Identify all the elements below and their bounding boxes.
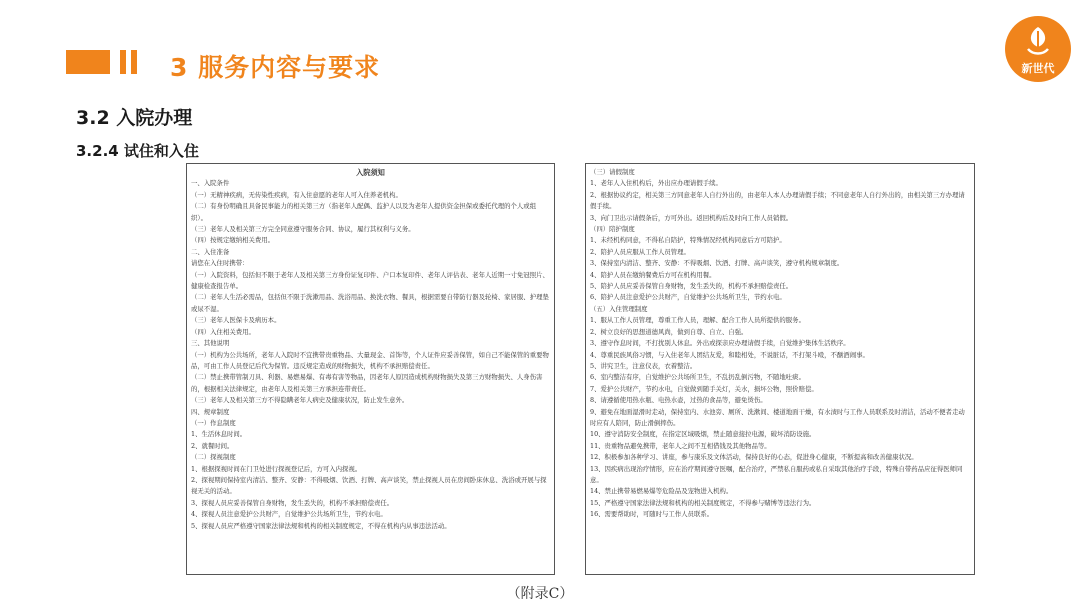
document-line: （一）入院资料，包括但不限于老年人及相关第三方身份证复印件、户口本复印件、老年人评估表、老年人近期一寸免冠照片、健康检查报告单。 xyxy=(191,270,549,291)
document-line: 1、未经机构同意，不得私自陪护，特殊情况经机构同意后方可陪护。 xyxy=(590,236,786,245)
document-line: 6、陪护人员注意爱护公共财产，自觉维护公共场所卫生，节约水电。 xyxy=(590,293,786,302)
document-line: 14、禁止携带易燃易爆等危险品及宠物进入机构。 xyxy=(590,487,733,496)
document-body-left xyxy=(191,178,550,532)
document-line: 1、生活休息时间。 xyxy=(191,430,247,439)
document-line: 8、请遵循使用热水瓶、电热水壶，过热的食品等，避免烫伤。 xyxy=(590,396,767,405)
document-line: 3、探视人员应妥善保管自身财物，发生丢失的，机构不承担赔偿责任。 xyxy=(191,498,394,507)
appendix-caption: （附录C） xyxy=(506,586,574,602)
document-line: （四）陪护制度 xyxy=(590,225,635,234)
document-line: （三）老年人及相关第三方完全同意遵守服务合同、协议，履行其权利与义务。 xyxy=(191,225,415,234)
document-line: 1、服从工作人员管理，尊重工作人员，理解、配合工作人员所提供的服务。 xyxy=(590,316,805,325)
subsection-title: 3.2 入院办理 xyxy=(76,107,193,129)
document-line: 2、根据协议约定，相关第三方同意老年人自行外出的，由老年人本人办理请假手续；不同意老年人自行外出的，由相关第三方办理请假手续。 xyxy=(590,190,965,211)
document-line: （四）按规定缴纳相关费用。 xyxy=(191,236,275,245)
leaf-icon xyxy=(1025,25,1051,59)
document-body-right xyxy=(590,167,970,521)
document-line: 三、其他说明 xyxy=(191,339,230,348)
section-title: 3 服务内容与要求 xyxy=(170,53,381,82)
document-line: 请您在入住时携带： xyxy=(191,259,249,268)
document-line: （二）有身份明确且具备民事能力的相关第三方（指老年人配偶、监护人以及为老年人提供资金担保或委托代理的个人或组织）。 xyxy=(191,202,537,222)
document-line: 1、老年人入住机构后，外出应办理请假手续。 xyxy=(590,179,722,188)
document-line: 5、陪护人员应妥善保管自身财物，发生丢失的，机构不承担赔偿责任。 xyxy=(590,282,793,291)
subsubsection-title: 3.2.4 试住和入住 xyxy=(76,142,199,160)
document-line: （一）作息制度 xyxy=(191,418,236,427)
document-page-right xyxy=(585,163,975,575)
brand-logo xyxy=(1005,16,1071,82)
document-line: （一）机构为公共场所，老年人入院时不宜携带贵重物品、大量现金、首饰等，个人证件应妥善保管，如自己不能保管的重要物品，可由工作人员登记后代为保管。违反规定造成的财物损失，机构不承担赔偿责任。 xyxy=(191,350,549,370)
header-accent-stripe xyxy=(120,50,126,74)
document-line: （二）探视制度 xyxy=(191,453,236,462)
document-line: （五）入住管理制度 xyxy=(590,304,648,313)
header-accent-bar xyxy=(66,50,110,74)
document-line: 2、就餐时间。 xyxy=(191,441,234,450)
document-line: 9、避免在地面湿滑时走动，保持室内、水池旁、厕所、洗漱间、楼道地面干燥，有水渍时与工作人员联系及时清洁，活动不便者走动时应有人陪同，防止滑倒摔伤。 xyxy=(590,407,965,427)
document-line: 5、探视人员应严格遵守国家法律法规和机构的相关制度规定，不得在机构内从事违法活动。 xyxy=(191,521,451,530)
document-title: 入院须知 xyxy=(356,168,385,177)
document-line: 2、探视期间保持室内清洁、整齐、安静：不得吸烟、饮酒、打牌、高声谈笑，禁止探视人员在房间卧床休息、洗浴或开展与探视无关的活动。 xyxy=(191,475,547,496)
document-line: 7、爱护公共财产，节约水电，自觉做到随手关灯，关水，损坏公物，照价赔偿。 xyxy=(590,384,818,393)
document-line: 4、陪护人员在缴纳餐费后方可在机构用餐。 xyxy=(590,270,716,279)
document-line: 2、陪护人员应服从工作人员管理。 xyxy=(590,247,690,256)
document-line: （三）老年人医保卡及病历本。 xyxy=(191,316,281,325)
document-line: （四）入住相关费用。 xyxy=(191,327,255,336)
document-line: 4、探视人员注意爱护公共财产，自觉维护公共场所卫生，节约水电。 xyxy=(191,510,387,519)
document-line: 3、保持室内清洁、整齐、安静：不得吸烟、饮酒、打牌、高声谈笑，遵守机构规章制度。 xyxy=(590,259,844,268)
logo-text: 新世代 xyxy=(1021,62,1055,75)
document-line: 4、尊重民族风俗习惯，与入住老年人团结友爱，和睦相处，不说脏话，不打架斗殴，不酗酒闹事。 xyxy=(590,350,869,359)
document-line: （一）无精神疾病，无传染性疾病，有入住意愿的老年人可入住养老机构。 xyxy=(191,190,402,199)
header-accent-stripe xyxy=(131,50,137,74)
document-line: （三）请假制度 xyxy=(590,168,635,176)
document-line: 一、入院条件 xyxy=(191,179,230,188)
document-line: 13、因疾病出现治疗情形，应在治疗期间遵守医嘱，配合治疗，严禁私自服药或私自采取其他治疗手段，特殊自带药品应征得医师同意。 xyxy=(590,464,963,484)
document-line: 2、树立良好的思想道德风尚，做到自尊、自立、自强。 xyxy=(590,327,748,336)
document-line: 15、严格遵守国家法律法规和机构的相关制度规定，不得参与赌博等违法行为。 xyxy=(590,498,816,507)
document-line: 5、讲究卫生，注意仪表，衣着整洁。 xyxy=(590,361,697,370)
document-line: （三）老年人及相关第三方不得隐瞒老年人病史及健康状况，防止发生意外。 xyxy=(191,396,409,405)
document-line: （二）禁止携带管制刀具、利器、易燃易爆、有毒有害等物品，因老年人原因造成机构财物损失及第三方财物损失、人身伤害的，根据相关法律规定，由老年人及相关第三方承担连带责任。 xyxy=(191,373,543,393)
document-line: 11、贵重物品避免携带，老年人之间不互相借钱及其他物品等。 xyxy=(590,441,771,450)
document-line: 16、需要帮助时，可随时与工作人员联系。 xyxy=(590,510,714,519)
document-line: （二）老年人生活必需品，包括但不限于洗漱用品、洗浴用品、换洗衣物、餐具，根据需要自带防行器及轮椅、家居服、护理垫或尿不湿。 xyxy=(191,293,549,313)
document-line: 6、室内整洁有序，自觉维护公共场所卫生，不乱扔乱倒污物，不随地吐痰。 xyxy=(590,373,805,382)
document-line: 1、根据探视时间在门卫处进行探视登记后，方可入内探视。 xyxy=(191,464,362,473)
document-page-left xyxy=(186,163,555,575)
document-line: 二、入住准备 xyxy=(191,247,230,256)
document-line: 四、规章制度 xyxy=(191,407,230,416)
document-line: 10、遵守消防安全制度，在指定区域吸烟，禁止随意接拉电源，破坏消防设施。 xyxy=(590,430,816,439)
document-line: 3、遵守作息时间，不打扰别人休息。外出或探亲应办理请假手续，自觉维护集体生活秩序。 xyxy=(590,339,850,348)
document-line: 3、向门卫出示请假条后，方可外出。返回机构后及时向工作人员销假。 xyxy=(590,213,793,222)
document-line: 12、积极参加各种学习、讲座，参与康乐及文体活动，保持良好的心态，促进身心健康，不断提高和改善健康状况。 xyxy=(590,453,918,462)
